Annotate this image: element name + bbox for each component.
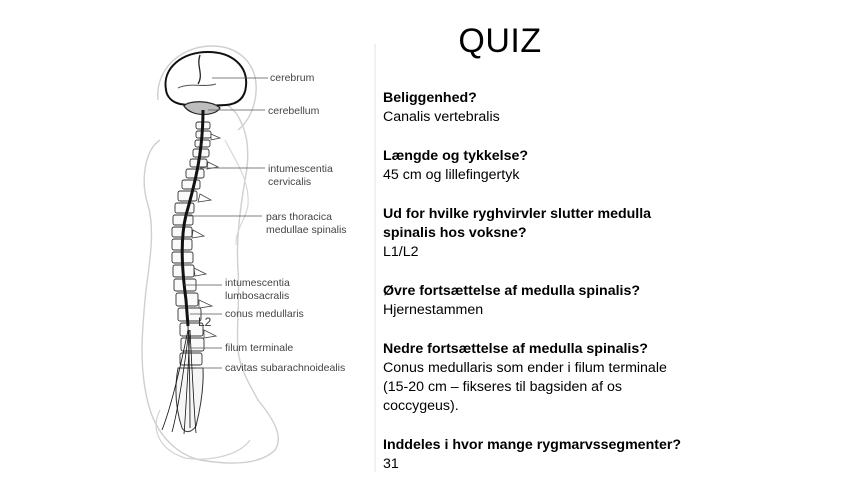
slide-title: QUIZ: [458, 22, 542, 60]
label-l2: L2: [198, 315, 212, 329]
answer-6: 31: [383, 456, 399, 472]
qa-item-1: [383, 89, 683, 127]
label-intumescentia-cervicalis-2: cervicalis: [268, 176, 312, 188]
qa-item-2: [383, 147, 683, 185]
question-3-line-1: Ud for hvilke ryghvirvler slutter medulla: [383, 206, 652, 222]
qa-item-4: [383, 282, 683, 320]
label-pars-thoracica-1: pars thoracica: [266, 211, 332, 223]
answer-5-line-3: coccygeus).: [383, 398, 459, 414]
question-2: Længde og tykkelse?: [383, 148, 529, 164]
divider: [374, 44, 376, 472]
question-1: Beliggenhed?: [383, 90, 477, 106]
label-intumescentia-cervicalis-1: intumescentia: [268, 163, 333, 175]
question-5: Nedre fortsættelse af medulla spinalis?: [383, 341, 648, 357]
question-3-line-2: spinalis hos voksne?: [383, 225, 527, 241]
cerebrum-shape: [165, 52, 246, 106]
label-cerebellum: cerebellum: [268, 105, 320, 117]
answer-5-line-1: Conus medullaris som ender i filum terminale: [383, 360, 667, 376]
label-intumescentia-lumbosacralis-2: lumbosacralis: [225, 290, 290, 302]
qa-item-6: [383, 436, 683, 474]
question-4: Øvre fortsættelse af medulla spinalis?: [383, 283, 641, 299]
body-outline-front: [225, 140, 248, 245]
label-intumescentia-lumbosacralis-1: intumescentia: [225, 277, 290, 289]
answer-3: L1/L2: [383, 244, 419, 260]
answer-5-line-2: (15-20 cm – fikseres til bagsiden af os: [383, 379, 622, 395]
question-6: Inddeles i hvor mange rygmarvssegmenter?: [383, 437, 682, 453]
label-pars-thoracica-2: medullae spinalis: [266, 224, 347, 236]
label-filum-terminale: filum terminale: [225, 342, 294, 354]
spinal-cord-illustration: [100, 30, 370, 470]
answer-4: Hjernestammen: [383, 302, 484, 318]
pelvis-outline: [156, 410, 250, 459]
label-cavitas-subarachnoidealis: cavitas subarachnoidealis: [225, 362, 346, 374]
answer-1: Canalis vertebralis: [383, 109, 500, 125]
qa-item-5: [383, 340, 683, 416]
qa-item-3: [383, 205, 683, 262]
label-conus-medullaris: conus medullaris: [225, 308, 304, 320]
label-cerebrum: cerebrum: [270, 72, 315, 84]
answer-2: 45 cm og lillefingertyk: [383, 167, 520, 183]
